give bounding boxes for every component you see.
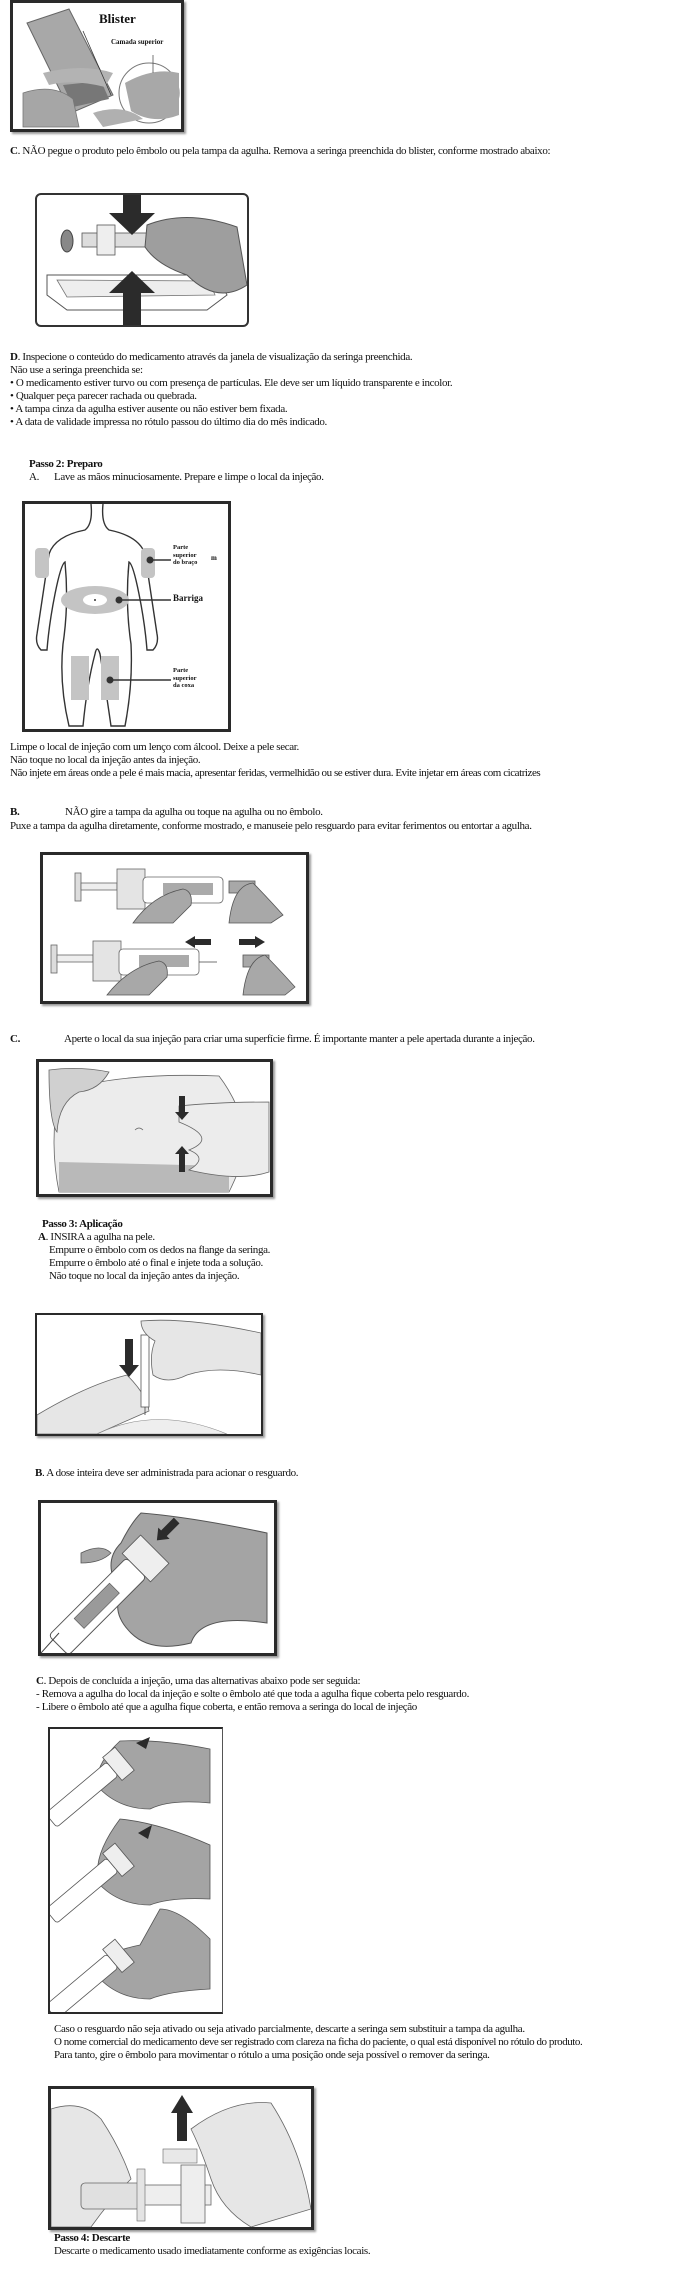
instruction-c-do-not-hold <box>10 145 550 159</box>
arrow-down-icon <box>119 1339 139 1377</box>
arrow-up-icon <box>123 293 141 325</box>
step4-title: Passo 4: Descarte <box>54 2232 130 2244</box>
step3-c: C. Depois de concluída a injeção, uma das alternativas abaixo pode ser seguida: <box>36 1675 361 1687</box>
figure-pinch-skin <box>36 1059 273 1197</box>
note-clean-site: Limpe o local de injeção com um lenço com álcool. Deixe a pele secar. <box>10 741 299 753</box>
note-remove-label: Para tanto, gire o êmbolo para movimentar o rótulo a uma posição onde seja possível o remover da seringa. <box>54 2049 490 2061</box>
figure-remove-cap <box>40 852 309 1004</box>
bullet-icon: • <box>10 416 14 428</box>
bullet-icon: • <box>10 403 14 415</box>
step3-a-line: Empurre o êmbolo com os dedos na flange da seringa. <box>49 1244 271 1256</box>
step2-c: C. Aperte o local da sua injeção para criar uma superfície firme. É importante manter a pele apertada durante a injeção. <box>10 1033 535 1045</box>
arrow-down-icon <box>123 195 141 213</box>
letter-c: C. <box>10 1033 20 1045</box>
arrow-up-icon <box>171 2095 193 2141</box>
label-blister: Blister <box>99 11 136 26</box>
arrow-left-icon <box>185 936 211 948</box>
do-not-use-intro: Não use a seringa preenchida se: <box>10 364 143 376</box>
bullet-item: • Qualquer peça parecer rachada ou quebrada. <box>10 390 197 402</box>
letter-c: C <box>36 1675 44 1687</box>
note-no-touch: Não toque no local da injeção antes da injeção. <box>10 754 201 766</box>
step2-b-detail: Puxe a tampa da agulha diretamente, conforme mostrado, e manuseie pelo resguardo para evitar ferimentos ou entortar a agulha. <box>10 820 532 832</box>
step3-a-line: Não toque no local da injeção antes da injeção. <box>49 1270 240 1282</box>
figure-blister <box>10 0 184 132</box>
arrow-right-icon <box>239 936 265 948</box>
figure-injection-sites <box>22 501 231 732</box>
bullet-item: • A data de validade impressa no rótulo passou do último dia do mês indicado. <box>10 416 327 428</box>
step3-a: A. INSIRA a agulha na pele. <box>38 1231 155 1243</box>
step3-title: Passo 3: Aplicação <box>42 1218 123 1230</box>
letter-a: A. <box>29 471 39 483</box>
letter-d: D <box>10 351 18 363</box>
label-upper-arm: Parte superior do braço <box>173 544 198 566</box>
letter-c: C <box>10 145 18 157</box>
note-record-name: O nome comercial do medicamento deve ser registrado com clareza na ficha do paciente, o qual está disponível no rótulo do produto. <box>54 2036 583 2048</box>
step3-a-line: Empurre o êmbolo até o final e injete toda a solução. <box>49 1257 263 1269</box>
note-guard-not-activated: Caso o resguardo não seja ativado ou seja ativado parcialmente, descarte a seringa sem substituir a tampa da agulha. <box>54 2023 525 2035</box>
instruction-d-inspect <box>10 351 412 365</box>
figure-remove-label <box>48 2086 314 2230</box>
bullet-item: • O medicamento estiver turvo ou com presença de partículas. Ele deve ser um líquido transparente e incolor. <box>10 377 453 389</box>
bullet-icon: • <box>10 390 14 402</box>
bullet-item: • A tampa cinza da agulha estiver ausente ou não estiver bem fixada. <box>10 403 288 415</box>
step3-c-option: - Remova a agulha do local da injeção e solte o êmbolo até que toda a agulha fique coberta pelo resguardo. <box>36 1688 469 1700</box>
instruction-text: . Inspecione o conteúdo do medicamento através da janela de visualização da seringa preenchida. <box>17 351 413 363</box>
step2-a: A. Lave as mãos minuciosamente. Prepare e limpe o local da injeção. <box>29 471 324 483</box>
figure-guard-sequence <box>48 1727 223 2014</box>
figure-activate-guard <box>38 1500 277 1656</box>
label-top-layer: Camada superior <box>111 38 164 46</box>
letter-a: A <box>38 1231 46 1243</box>
figure-remove-syringe <box>35 193 249 327</box>
instruction-text: . NÃO pegue o produto pelo êmbolo ou pela tampa da agulha. Remova a seringa preenchida do blister, conforme mostrado abaixo: <box>17 145 551 157</box>
step3-b: B. A dose inteira deve ser administrada para acionar o resguardo. <box>35 1467 299 1479</box>
bullet-icon: • <box>10 377 14 389</box>
figure-insert-needle <box>35 1313 263 1436</box>
note-avoid-areas: Não injete em áreas onde a pele é mais macia, apresentar feridas, vermelhidão ou se estiver dura. Evite injetar em áreas com cicatrizes <box>10 767 541 779</box>
step2-b: B. NÃO gire a tampa da agulha ou toque na agulha ou no êmbolo. <box>10 806 323 818</box>
letter-b: B. <box>10 806 20 818</box>
step3-c-option: - Libere o êmbolo até que a agulha fique coberta, e então remova a seringa do local de injeção <box>36 1701 417 1713</box>
step2-title: Passo 2: Preparo <box>29 458 103 470</box>
letter-b: B <box>35 1467 42 1479</box>
step4-text: Descarte o medicamento usado imediatamente conforme as exigências locais. <box>54 2245 371 2257</box>
label-belly: Barriga <box>173 593 203 603</box>
label-thigh: Parte superior da coxa <box>173 667 197 689</box>
stray-mark: m <box>211 554 217 562</box>
